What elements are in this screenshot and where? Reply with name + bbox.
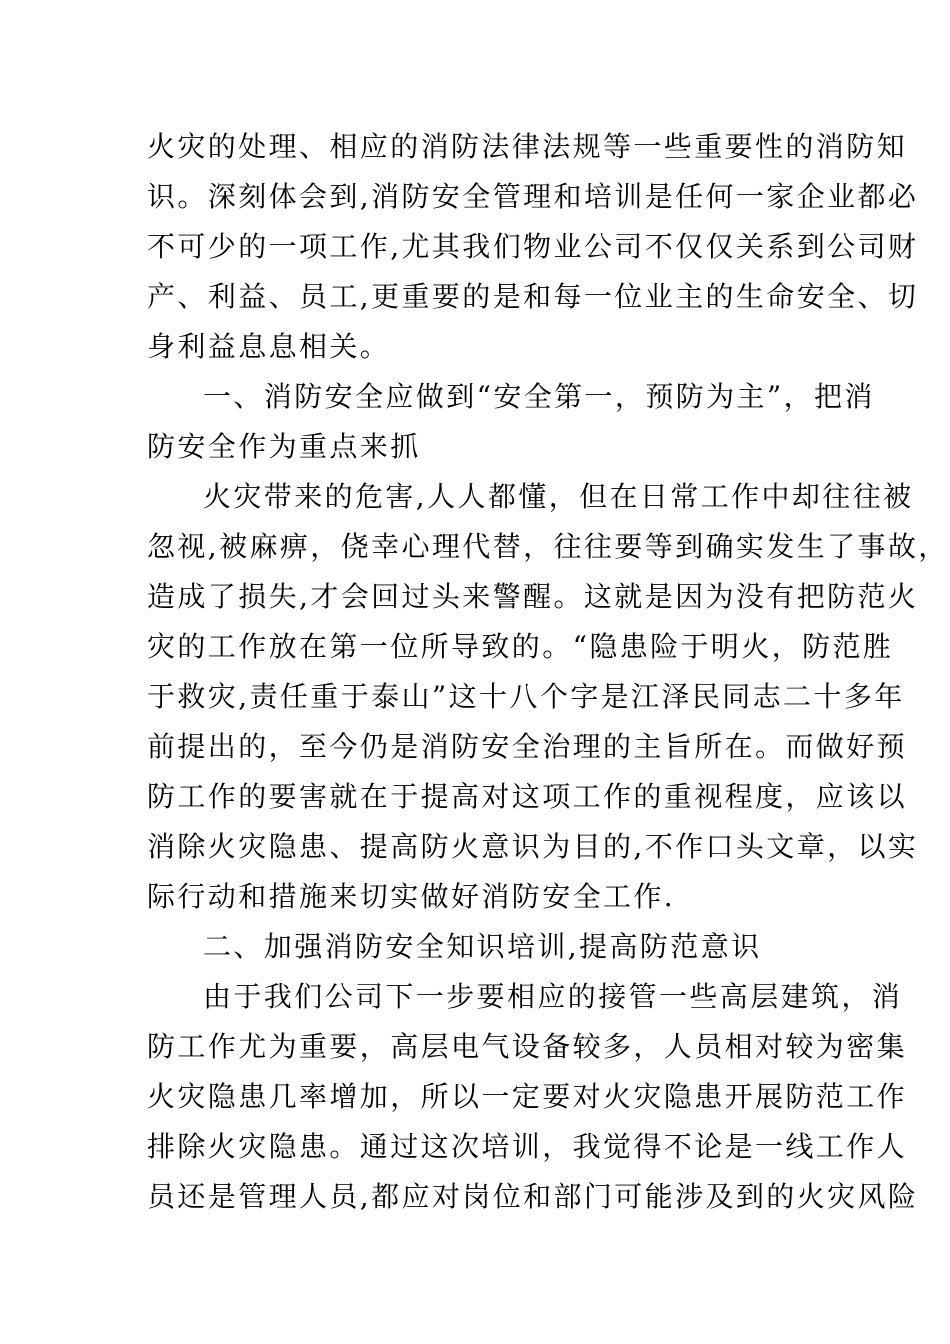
text-line: 火灾带来的危害,人人都懂，但在日常工作中却往往被	[203, 480, 914, 513]
text-line: 员还是管理人员,都应对岗位和部门可能涉及到的火灾风险	[147, 1180, 919, 1213]
text-line: 排除火灾隐患。通过这次培训，我觉得不论是一线工作人	[147, 1130, 908, 1163]
text-line: 造成了损失,才会回过头来警醒。这就是因为没有把防范火	[147, 580, 919, 613]
body-text	[147, 122, 949, 1222]
section-heading-line: 一、消防安全应做到“安全第一，预防为主”，把消	[203, 380, 875, 413]
text-line: 消除火灾隐患、提高防火意识为目的,不作口头文章，以实	[147, 830, 919, 863]
text-line: 忽视,被麻痹，侥幸心理代替，往往要等到确实发生了事故，	[147, 530, 949, 563]
section-heading-line: 二、加强消防安全知识培训,提高防范意识	[203, 930, 762, 963]
text-line: 产、利益、员工,更重要的是和每一位业主的生命安全、切	[147, 280, 919, 313]
text-line: 识。深刻体会到,消防安全管理和培训是任何一家企业都必	[147, 180, 919, 213]
text-line: 火灾的处理、相应的消防法律法规等一些重要性的消防知	[147, 130, 908, 163]
text-line: 防工作的要害就在于提高对这项工作的重视程度，应该以	[147, 780, 908, 813]
text-line: 由于我们公司下一步要相应的接管一些高层建筑，消	[203, 980, 903, 1013]
text-line: 防工作尤为重要，高层电气设备较多，人员相对较为密集	[147, 1030, 908, 1063]
text-line: 身利益息息相关。	[147, 330, 391, 363]
text-line: 际行动和措施来切实做好消防安全工作.	[147, 880, 676, 913]
text-line: 前提出的，至今仍是消防安全治理的主旨所在。而做好预	[147, 730, 908, 763]
text-line: 不可少的一项工作,尤其我们物业公司不仅仅关系到公司财	[147, 230, 919, 263]
text-line: 灾的工作放在第一位所导致的。“隐患险于明火，防范胜	[147, 630, 894, 663]
text-line: 火灾隐患几率增加，所以一定要对火灾隐患开展防范工作	[147, 1080, 908, 1113]
text-line: 于救灾,责任重于泰山”这十八个字是江泽民同志二十多年	[147, 680, 905, 713]
section-heading-line: 防安全作为重点来抓	[147, 430, 421, 463]
